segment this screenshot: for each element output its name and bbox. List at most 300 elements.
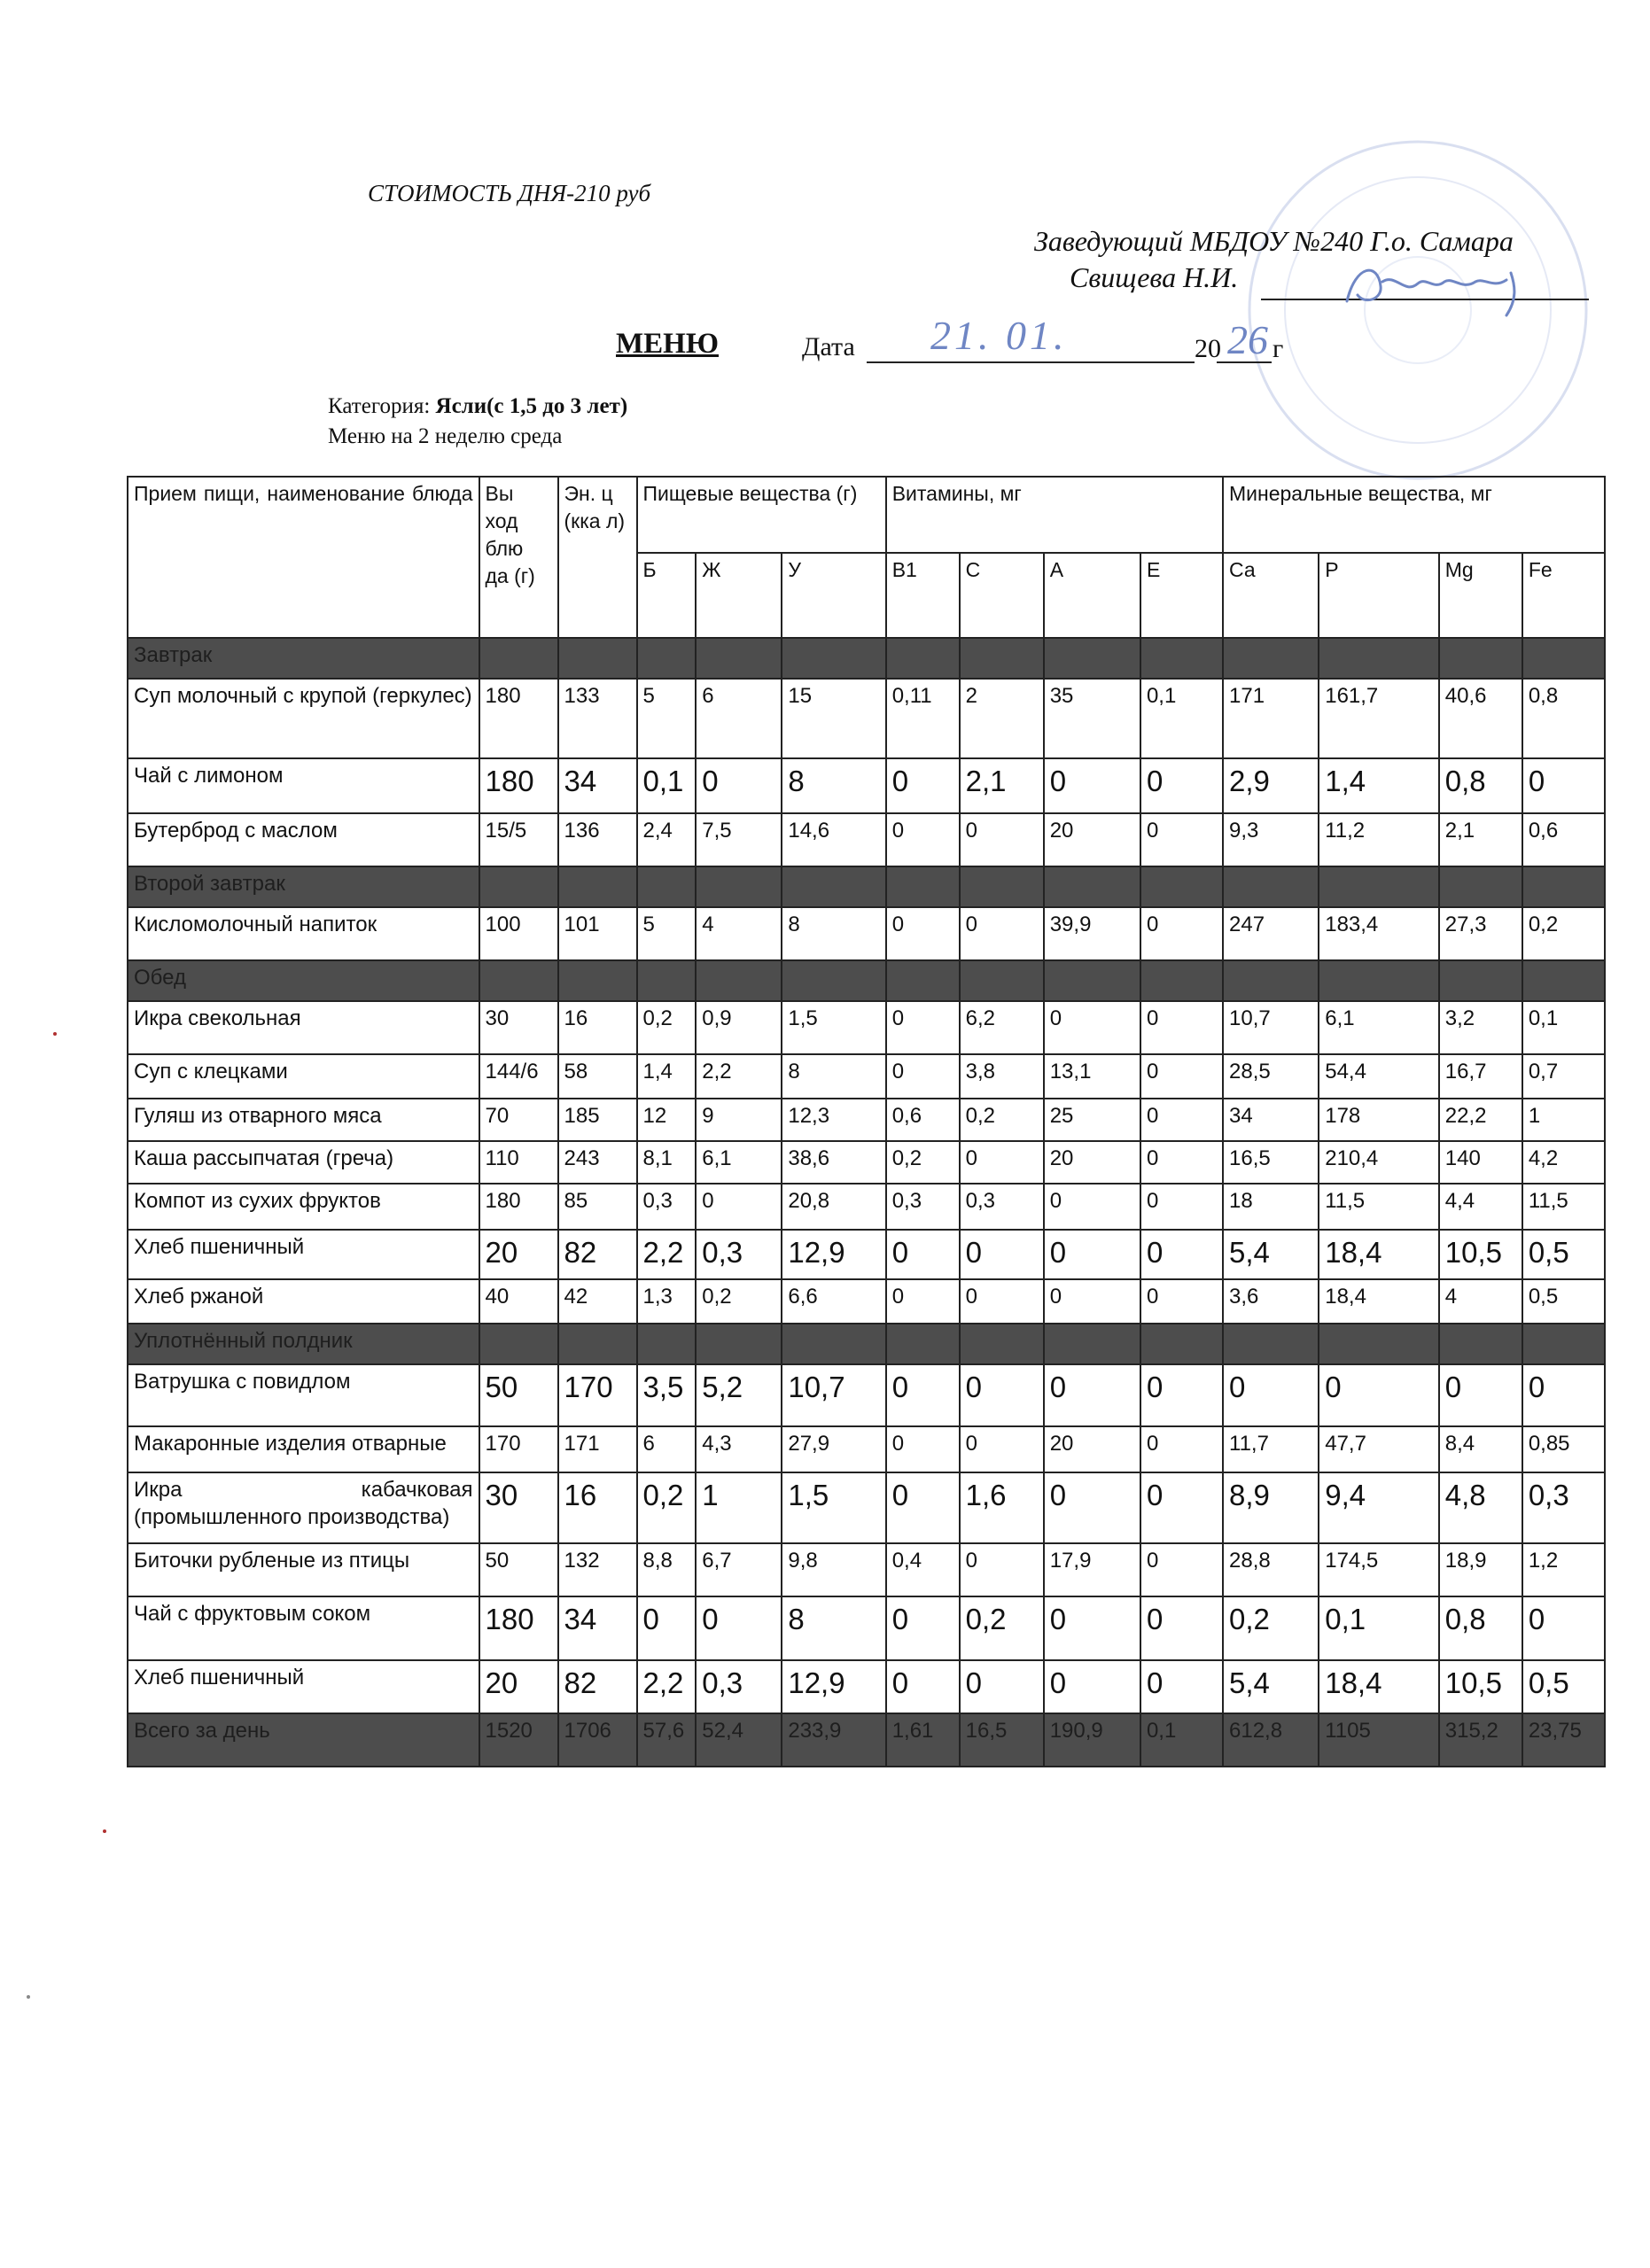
vitamin-e-cell: 0 bbox=[1140, 907, 1223, 960]
section-row bbox=[128, 638, 1605, 679]
calcium-cell: 5,4 bbox=[1223, 1660, 1319, 1713]
iron-cell: 0,85 bbox=[1522, 1426, 1605, 1472]
section-fill-cell bbox=[637, 866, 697, 907]
dish-name: Икра кабачковая (промышленного производства) bbox=[128, 1472, 479, 1543]
protein-cell: 1,4 bbox=[637, 1054, 697, 1099]
phosphorus-header: Р bbox=[1319, 553, 1439, 638]
calcium-cell: 2,9 bbox=[1223, 758, 1319, 813]
dish-name: Хлеб пшеничный bbox=[128, 1230, 479, 1279]
carbs-cell: 38,6 bbox=[782, 1141, 885, 1184]
vitamin-a-cell: 17,9 bbox=[1044, 1543, 1140, 1596]
energy-cell: 171 bbox=[558, 1426, 637, 1472]
magnesium-header: Mg bbox=[1439, 553, 1522, 638]
section-fill-cell bbox=[558, 960, 637, 1001]
magnesium-cell: 4,4 bbox=[1439, 1184, 1522, 1230]
energy-cell: 16 bbox=[558, 1001, 637, 1054]
energy-cell: 58 bbox=[558, 1054, 637, 1099]
magnesium-cell: 0,8 bbox=[1439, 1596, 1522, 1660]
menu-table bbox=[127, 476, 1606, 1767]
total-vitamin-e-cell: 0,1 bbox=[1140, 1713, 1223, 1767]
carbs-cell: 12,9 bbox=[782, 1230, 885, 1279]
phosphorus-cell: 54,4 bbox=[1319, 1054, 1439, 1099]
protein-cell: 0,1 bbox=[637, 758, 697, 813]
section-title: Второй завтрак bbox=[128, 866, 479, 907]
total-phosphorus-cell: 1105 bbox=[1319, 1713, 1439, 1767]
total-vitamin-a-cell: 190,9 bbox=[1044, 1713, 1140, 1767]
section-fill-cell bbox=[886, 866, 960, 907]
fat-cell: 0 bbox=[696, 758, 782, 813]
calcium-cell: 171 bbox=[1223, 679, 1319, 758]
table-row bbox=[128, 1543, 1605, 1596]
carbs-cell: 1,5 bbox=[782, 1472, 885, 1543]
vitamin-b1-cell: 0,11 bbox=[886, 679, 960, 758]
iron-cell: 1,2 bbox=[1522, 1543, 1605, 1596]
section-fill-cell bbox=[960, 960, 1044, 1001]
handwritten-signature bbox=[1329, 246, 1542, 326]
dish-name: Суп молочный с крупой (геркулес) bbox=[128, 679, 479, 758]
vitamin-a-cell: 0 bbox=[1044, 1660, 1140, 1713]
director-name: Свищева Н.И. bbox=[1070, 261, 1239, 293]
magnesium-cell: 16,7 bbox=[1439, 1054, 1522, 1099]
output-cell: 180 bbox=[479, 758, 558, 813]
phosphorus-cell: 174,5 bbox=[1319, 1543, 1439, 1596]
vitamin-a-cell: 0 bbox=[1044, 1001, 1140, 1054]
magnesium-cell: 40,6 bbox=[1439, 679, 1522, 758]
total-row bbox=[128, 1713, 1605, 1767]
calcium-cell: 34 bbox=[1223, 1099, 1319, 1141]
vitamin-e-cell: 0 bbox=[1140, 1230, 1223, 1279]
dish-name: Макаронные изделия отварные bbox=[128, 1426, 479, 1472]
section-fill-cell bbox=[479, 638, 558, 679]
vitamin-c-cell: 2 bbox=[960, 679, 1044, 758]
vitamin-e-cell: 0 bbox=[1140, 1596, 1223, 1660]
output-cell: 50 bbox=[479, 1543, 558, 1596]
table-row bbox=[128, 679, 1605, 758]
energy-cell: 85 bbox=[558, 1184, 637, 1230]
vitamin-e-cell: 0 bbox=[1140, 1184, 1223, 1230]
dish-name: Бутерброд с маслом bbox=[128, 813, 479, 866]
section-fill-cell bbox=[479, 960, 558, 1001]
carbs-cell: 27,9 bbox=[782, 1426, 885, 1472]
category bbox=[328, 394, 627, 419]
section-fill-cell bbox=[782, 866, 885, 907]
vitamin-b1-cell: 0 bbox=[886, 813, 960, 866]
protein-cell: 0 bbox=[637, 1596, 697, 1660]
table-row bbox=[128, 813, 1605, 866]
total-magnesium-cell: 315,2 bbox=[1439, 1713, 1522, 1767]
iron-cell: 0,1 bbox=[1522, 1001, 1605, 1054]
section-row bbox=[128, 960, 1605, 1001]
dish-name: Суп с клецками bbox=[128, 1054, 479, 1099]
table-row bbox=[128, 1426, 1605, 1472]
calcium-cell: 10,7 bbox=[1223, 1001, 1319, 1054]
menu-title: МЕНЮ bbox=[616, 328, 719, 360]
table-row bbox=[128, 1001, 1605, 1054]
protein-cell: 0,3 bbox=[637, 1184, 697, 1230]
scan-speck bbox=[27, 1995, 30, 1999]
phosphorus-cell: 161,7 bbox=[1319, 679, 1439, 758]
handwritten-year: 26 bbox=[1227, 317, 1268, 362]
header-row bbox=[128, 477, 1605, 553]
week-label: Меню на 2 неделю среда bbox=[328, 424, 563, 448]
output-cell: 15/5 bbox=[479, 813, 558, 866]
vitamin-b1-cell: 0,3 bbox=[886, 1184, 960, 1230]
protein-header: Б bbox=[637, 553, 697, 638]
carbs-cell: 8 bbox=[782, 758, 885, 813]
protein-cell: 5 bbox=[637, 679, 697, 758]
category-value: Ясли(с 1,5 до 3 лет) bbox=[435, 394, 628, 418]
phosphorus-cell: 47,7 bbox=[1319, 1426, 1439, 1472]
section-fill-cell bbox=[886, 638, 960, 679]
phosphorus-cell: 11,2 bbox=[1319, 813, 1439, 866]
section-title: Уплотнённый полдник bbox=[128, 1324, 479, 1364]
section-row bbox=[128, 1324, 1605, 1364]
magnesium-cell: 4,8 bbox=[1439, 1472, 1522, 1543]
fat-cell: 6,7 bbox=[696, 1543, 782, 1596]
section-title: Завтрак bbox=[128, 638, 479, 679]
table-row bbox=[128, 907, 1605, 960]
output-cell: 110 bbox=[479, 1141, 558, 1184]
table-row bbox=[128, 1660, 1605, 1713]
total-energy-cell: 1706 bbox=[558, 1713, 637, 1767]
iron-cell: 0,8 bbox=[1522, 679, 1605, 758]
output-cell: 50 bbox=[479, 1364, 558, 1426]
fat-cell: 0,2 bbox=[696, 1279, 782, 1324]
protein-cell: 2,2 bbox=[637, 1660, 697, 1713]
vitamin-b1-cell: 0 bbox=[886, 1364, 960, 1426]
output-cell: 100 bbox=[479, 907, 558, 960]
carbs-cell: 6,6 bbox=[782, 1279, 885, 1324]
section-fill-cell bbox=[782, 960, 885, 1001]
vitamin-a-cell: 35 bbox=[1044, 679, 1140, 758]
calcium-header: Са bbox=[1223, 553, 1319, 638]
day-cost: СТОИМОСТЬ ДНЯ-210 руб bbox=[368, 180, 651, 206]
vitamin-e-cell: 0 bbox=[1140, 1472, 1223, 1543]
vitamin-e-header: Е bbox=[1140, 553, 1223, 638]
table-row bbox=[128, 1364, 1605, 1426]
protein-cell: 3,5 bbox=[637, 1364, 697, 1426]
table-row bbox=[128, 1596, 1605, 1660]
carbs-cell: 14,6 bbox=[782, 813, 885, 866]
iron-cell: 1 bbox=[1522, 1099, 1605, 1141]
vitamin-a-cell: 0 bbox=[1044, 1364, 1140, 1426]
vitamin-b1-cell: 0,2 bbox=[886, 1141, 960, 1184]
section-fill-cell bbox=[960, 866, 1044, 907]
handwritten-date: 21. 01. bbox=[930, 313, 1068, 358]
vitamin-b1-cell: 0 bbox=[886, 1426, 960, 1472]
fat-cell: 6,1 bbox=[696, 1141, 782, 1184]
calcium-cell: 28,5 bbox=[1223, 1054, 1319, 1099]
calcium-cell: 0 bbox=[1223, 1364, 1319, 1426]
output-cell: 144/6 bbox=[479, 1054, 558, 1099]
carbs-cell: 12,3 bbox=[782, 1099, 885, 1141]
section-fill-cell bbox=[1319, 1324, 1439, 1364]
vitamin-c-cell: 0 bbox=[960, 1141, 1044, 1184]
phosphorus-cell: 183,4 bbox=[1319, 907, 1439, 960]
dish-name: Кисломолочный напиток bbox=[128, 907, 479, 960]
section-fill-cell bbox=[1223, 866, 1319, 907]
menu-body bbox=[128, 638, 1605, 1767]
section-fill-cell bbox=[1319, 638, 1439, 679]
dish-name: Биточки рубленые из птицы bbox=[128, 1543, 479, 1596]
output-cell: 180 bbox=[479, 1596, 558, 1660]
vitamin-b1-cell: 0 bbox=[886, 1279, 960, 1324]
vitamin-a-cell: 0 bbox=[1044, 1279, 1140, 1324]
iron-cell: 0,5 bbox=[1522, 1279, 1605, 1324]
dish-name: Гуляш из отварного мяса bbox=[128, 1099, 479, 1141]
vitamin-e-cell: 0 bbox=[1140, 1543, 1223, 1596]
vitamin-e-cell: 0,1 bbox=[1140, 679, 1223, 758]
output-header: Вы ход блю да (г) bbox=[479, 477, 558, 638]
dish-name: Хлеб ржаной bbox=[128, 1279, 479, 1324]
scan-speck bbox=[53, 1032, 57, 1036]
section-fill-cell bbox=[479, 866, 558, 907]
section-fill-cell bbox=[558, 1324, 637, 1364]
fat-cell: 4,3 bbox=[696, 1426, 782, 1472]
section-fill-cell bbox=[637, 960, 697, 1001]
section-fill-cell bbox=[696, 960, 782, 1001]
energy-cell: 82 bbox=[558, 1660, 637, 1713]
section-fill-cell bbox=[1439, 866, 1522, 907]
vitamin-b1-cell: 0 bbox=[886, 1001, 960, 1054]
output-cell: 30 bbox=[479, 1001, 558, 1054]
year-prefix: 20 bbox=[1195, 334, 1221, 363]
vitamin-a-cell: 20 bbox=[1044, 1141, 1140, 1184]
vitamin-c-cell: 3,8 bbox=[960, 1054, 1044, 1099]
carbs-cell: 20,8 bbox=[782, 1184, 885, 1230]
iron-cell: 0,5 bbox=[1522, 1230, 1605, 1279]
calcium-cell: 247 bbox=[1223, 907, 1319, 960]
section-fill-cell bbox=[1522, 1324, 1605, 1364]
phosphorus-cell: 0 bbox=[1319, 1364, 1439, 1426]
carbs-cell: 12,9 bbox=[782, 1660, 885, 1713]
protein-cell: 0,2 bbox=[637, 1472, 697, 1543]
output-cell: 20 bbox=[479, 1230, 558, 1279]
section-fill-cell bbox=[1223, 1324, 1319, 1364]
calcium-cell: 16,5 bbox=[1223, 1141, 1319, 1184]
protein-cell: 5 bbox=[637, 907, 697, 960]
dish-name: Чай с лимоном bbox=[128, 758, 479, 813]
total-vitamin-c-cell: 16,5 bbox=[960, 1713, 1044, 1767]
fat-cell: 0,9 bbox=[696, 1001, 782, 1054]
section-fill-cell bbox=[1044, 1324, 1140, 1364]
vitamin-c-cell: 0,3 bbox=[960, 1184, 1044, 1230]
output-cell: 40 bbox=[479, 1279, 558, 1324]
phosphorus-cell: 0,1 bbox=[1319, 1596, 1439, 1660]
magnesium-cell: 27,3 bbox=[1439, 907, 1522, 960]
table-row bbox=[128, 1099, 1605, 1141]
category-label: Категория: bbox=[328, 394, 436, 418]
carbs-cell: 15 bbox=[782, 679, 885, 758]
vitamin-e-cell: 0 bbox=[1140, 1141, 1223, 1184]
carbs-cell: 8 bbox=[782, 1054, 885, 1099]
energy-cell: 243 bbox=[558, 1141, 637, 1184]
phosphorus-cell: 18,4 bbox=[1319, 1660, 1439, 1713]
section-fill-cell bbox=[1223, 638, 1319, 679]
section-fill-cell bbox=[1439, 960, 1522, 1001]
table-row bbox=[128, 1141, 1605, 1184]
fat-cell: 5,2 bbox=[696, 1364, 782, 1426]
director-title: Заведующий МБДОУ №240 Г.о. Самара bbox=[1034, 225, 1514, 257]
section-fill-cell bbox=[1044, 638, 1140, 679]
iron-cell: 0,3 bbox=[1522, 1472, 1605, 1543]
vitamin-c-cell: 0 bbox=[960, 1543, 1044, 1596]
table-row bbox=[128, 1472, 1605, 1543]
section-fill-cell bbox=[637, 638, 697, 679]
energy-cell: 42 bbox=[558, 1279, 637, 1324]
dish-header: Прием пищи, наименование блюда bbox=[128, 477, 479, 638]
section-fill-cell bbox=[637, 1324, 697, 1364]
vitamin-a-cell: 25 bbox=[1044, 1099, 1140, 1141]
iron-cell: 0,2 bbox=[1522, 907, 1605, 960]
vitamin-b1-cell: 0 bbox=[886, 1472, 960, 1543]
table-row bbox=[128, 758, 1605, 813]
dish-name: Каша рассыпчатая (греча) bbox=[128, 1141, 479, 1184]
vitamin-c-header: С bbox=[960, 553, 1044, 638]
iron-cell: 0 bbox=[1522, 1364, 1605, 1426]
phosphorus-cell: 9,4 bbox=[1319, 1472, 1439, 1543]
fat-cell: 6 bbox=[696, 679, 782, 758]
total-carbs-cell: 233,9 bbox=[782, 1713, 885, 1767]
total-output-cell: 1520 bbox=[479, 1713, 558, 1767]
vitamin-b1-cell: 0 bbox=[886, 758, 960, 813]
iron-cell: 0,7 bbox=[1522, 1054, 1605, 1099]
energy-cell: 132 bbox=[558, 1543, 637, 1596]
output-cell: 180 bbox=[479, 1184, 558, 1230]
section-title: Обед bbox=[128, 960, 479, 1001]
energy-cell: 101 bbox=[558, 907, 637, 960]
vitamin-c-cell: 0 bbox=[960, 813, 1044, 866]
fat-cell: 9 bbox=[696, 1099, 782, 1141]
vitamin-b1-cell: 0,4 bbox=[886, 1543, 960, 1596]
section-fill-cell bbox=[1319, 866, 1439, 907]
dish-name: Икра свекольная bbox=[128, 1001, 479, 1054]
vitamin-b1-cell: 0 bbox=[886, 1660, 960, 1713]
section-fill-cell bbox=[1522, 960, 1605, 1001]
output-cell: 70 bbox=[479, 1099, 558, 1141]
fat-cell: 2,2 bbox=[696, 1054, 782, 1099]
vitamin-a-cell: 20 bbox=[1044, 813, 1140, 866]
section-fill-cell bbox=[960, 1324, 1044, 1364]
vitamin-b1-cell: 0 bbox=[886, 1230, 960, 1279]
table-row bbox=[128, 1184, 1605, 1230]
protein-cell: 12 bbox=[637, 1099, 697, 1141]
protein-cell: 8,1 bbox=[637, 1141, 697, 1184]
vitamin-c-cell: 0 bbox=[960, 1364, 1044, 1426]
year-suffix: г bbox=[1273, 334, 1284, 363]
vitamin-a-cell: 0 bbox=[1044, 1596, 1140, 1660]
magnesium-cell: 140 bbox=[1439, 1141, 1522, 1184]
carbs-cell: 10,7 bbox=[782, 1364, 885, 1426]
fat-cell: 0 bbox=[696, 1184, 782, 1230]
magnesium-cell: 10,5 bbox=[1439, 1660, 1522, 1713]
section-fill-cell bbox=[782, 1324, 885, 1364]
section-fill-cell bbox=[696, 866, 782, 907]
vitamin-b1-cell: 0,6 bbox=[886, 1099, 960, 1141]
section-fill-cell bbox=[1439, 638, 1522, 679]
vitamin-c-cell: 2,1 bbox=[960, 758, 1044, 813]
vitamin-e-cell: 0 bbox=[1140, 1660, 1223, 1713]
vitamin-e-cell: 0 bbox=[1140, 1364, 1223, 1426]
section-fill-cell bbox=[1439, 1324, 1522, 1364]
minerals-header: Минеральные вещества, мг bbox=[1223, 477, 1605, 553]
phosphorus-cell: 18,4 bbox=[1319, 1279, 1439, 1324]
dish-name: Хлеб пшеничный bbox=[128, 1660, 479, 1713]
phosphorus-cell: 6,1 bbox=[1319, 1001, 1439, 1054]
calcium-cell: 3,6 bbox=[1223, 1279, 1319, 1324]
total-label: Всего за день bbox=[128, 1713, 479, 1767]
vitamin-c-cell: 1,6 bbox=[960, 1472, 1044, 1543]
output-cell: 30 bbox=[479, 1472, 558, 1543]
magnesium-cell: 4 bbox=[1439, 1279, 1522, 1324]
vitamin-a-cell: 13,1 bbox=[1044, 1054, 1140, 1099]
vitamin-c-cell: 0 bbox=[960, 907, 1044, 960]
vitamin-c-cell: 0 bbox=[960, 1426, 1044, 1472]
magnesium-cell: 3,2 bbox=[1439, 1001, 1522, 1054]
fat-cell: 0 bbox=[696, 1596, 782, 1660]
section-fill-cell bbox=[886, 960, 960, 1001]
section-fill-cell bbox=[1140, 1324, 1223, 1364]
magnesium-cell: 0 bbox=[1439, 1364, 1522, 1426]
iron-header: Fe bbox=[1522, 553, 1605, 638]
section-fill-cell bbox=[1140, 866, 1223, 907]
carbs-cell: 8 bbox=[782, 907, 885, 960]
phosphorus-cell: 11,5 bbox=[1319, 1184, 1439, 1230]
energy-cell: 185 bbox=[558, 1099, 637, 1141]
phosphorus-cell: 210,4 bbox=[1319, 1141, 1439, 1184]
total-iron-cell: 23,75 bbox=[1522, 1713, 1605, 1767]
iron-cell: 0,6 bbox=[1522, 813, 1605, 866]
iron-cell: 0,5 bbox=[1522, 1660, 1605, 1713]
section-fill-cell bbox=[1044, 960, 1140, 1001]
iron-cell: 11,5 bbox=[1522, 1184, 1605, 1230]
vitamin-c-cell: 0,2 bbox=[960, 1099, 1044, 1141]
calcium-cell: 8,9 bbox=[1223, 1472, 1319, 1543]
section-fill-cell bbox=[479, 1324, 558, 1364]
section-fill-cell bbox=[782, 638, 885, 679]
scan-speck bbox=[103, 1829, 106, 1833]
vitamin-c-cell: 0 bbox=[960, 1279, 1044, 1324]
vitamin-a-cell: 20 bbox=[1044, 1426, 1140, 1472]
energy-cell: 34 bbox=[558, 758, 637, 813]
phosphorus-cell: 178 bbox=[1319, 1099, 1439, 1141]
vitamin-b1-cell: 0 bbox=[886, 907, 960, 960]
table-row bbox=[128, 1054, 1605, 1099]
carbs-cell: 1,5 bbox=[782, 1001, 885, 1054]
section-fill-cell bbox=[886, 1324, 960, 1364]
vitamin-b1-header: В1 bbox=[886, 553, 960, 638]
fat-cell: 4 bbox=[696, 907, 782, 960]
vitamin-c-cell: 0 bbox=[960, 1230, 1044, 1279]
vitamin-a-cell: 39,9 bbox=[1044, 907, 1140, 960]
section-fill-cell bbox=[1522, 866, 1605, 907]
output-cell: 180 bbox=[479, 679, 558, 758]
total-protein-cell: 57,6 bbox=[637, 1713, 697, 1767]
dish-name: Ватрушка с повидлом bbox=[128, 1364, 479, 1426]
energy-cell: 16 bbox=[558, 1472, 637, 1543]
vitamin-e-cell: 0 bbox=[1140, 813, 1223, 866]
date-line bbox=[867, 361, 1195, 363]
nutrients-header: Пищевые вещества (г) bbox=[637, 477, 886, 553]
section-fill-cell bbox=[558, 866, 637, 907]
calcium-cell: 9,3 bbox=[1223, 813, 1319, 866]
table-row bbox=[128, 1230, 1605, 1279]
iron-cell: 4,2 bbox=[1522, 1141, 1605, 1184]
total-fat-cell: 52,4 bbox=[696, 1713, 782, 1767]
section-fill-cell bbox=[1522, 638, 1605, 679]
protein-cell: 8,8 bbox=[637, 1543, 697, 1596]
carbs-cell: 8 bbox=[782, 1596, 885, 1660]
